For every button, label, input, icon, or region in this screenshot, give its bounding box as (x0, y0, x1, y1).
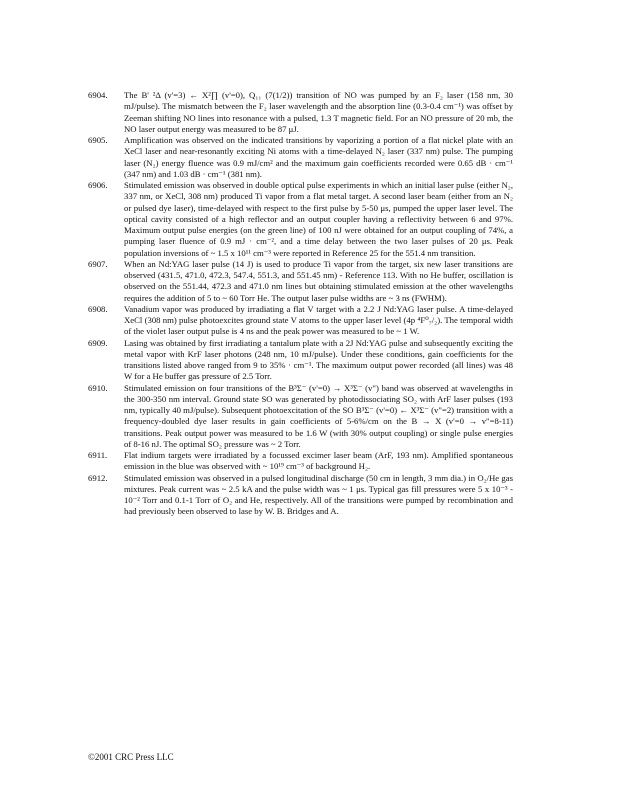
note-6909 (88, 338, 513, 383)
note-6904 (88, 90, 513, 135)
note-text: Stimulated emission was observed in a pulsed longitudinal discharge (50 cm in length, 3 mm dia.) in O₂/He gas mixtures. Peak current was ~ 2.5 kA and the pulse width was ~ 1 μs. Typical gas fill pressures were 5 x 10⁻³ - 10⁻² Torr and 0.1-1 Torr of O₂ and He, respectively. All of the transitions were pumped by recombination and had previously been observed to lase by W. B. Bridges and A. (124, 472, 513, 517)
note-number: 6905. (88, 135, 108, 145)
notes-list (88, 90, 513, 518)
note-number: 6906. (88, 180, 108, 190)
note-text: Flat indium targets were irradiated by a focussed excimer laser beam (ArF, 193 nm). Amplified spontaneous emission in the blue was observed with ~ 10¹⁹ cm⁻³ of background H₂. (124, 450, 513, 472)
note-number: 6910. (88, 382, 108, 393)
note-text: Vanadium vapor was produced by irradiating a flat V target with a 2.2 J Nd:YAG laser pulse. A time-delayed XeCl (308 nm) pulse photoexcites ground state V atoms to the upper laser level (4p ⁴F⁰₇/₂). The temporal width of the violet laser output pulse is 4 ns and the peak power was measured to be ~ 1 W. (124, 303, 513, 337)
note-6907 (88, 259, 513, 304)
note-number: 6911. (88, 450, 108, 460)
note-text: Lasing was obtained by first irradiating a tantalum plate with a 2J Nd:YAG pulse and subsequently exciting the metal vapor with KrF laser photons (248 nm, 10 mJ/pulse). Under these conditions, gain coefficients for the transitions listed above ranged from 9 to 35% · cm⁻¹. The maximum output power recorded (all lines) was 48 W for a He buffer gas pressure of 2.5 Torr. (124, 337, 513, 382)
note-text: When an Nd:YAG laser pulse (14 J) is used to produce Ti vapor from the target, six new laser transitions are observed (431.5, 471.0, 472.3, 547.4, 551.3, and 551.45 nm) - Reference 113. With no He buffer, oscillation is observed on the 551.44, 472.3 and 471.0 nm lines but obtaining stimulated emission at the other wavelengths requires the addition of 5 to ~ 60 Torr He. The output laser pulse widths are ~ 3 ns (FWHM). (124, 258, 513, 303)
note-number: 6912. (88, 472, 108, 483)
note-number: 6904. (88, 90, 108, 100)
note-6908 (88, 304, 513, 338)
note-text: The B' ²Δ (v'=3) ← X²∏ (v'=0), Q₁₁ (7(1/2)) transition of NO was pumped by an F₂ laser (158 nm, 30 mJ/pulse). The mismatch between the F₂ laser wavelength and the absorption line (0.3-0.4 cm⁻¹) was offset by Zeeman shifting NO lines into resonance with a pulsed, 1.3 T magnetic field. For an NO pressure of 20 mb, the NO laser output energy was measured to be 87 μJ. (124, 90, 513, 134)
note-number: 6909. (88, 337, 108, 348)
note-6911 (88, 450, 513, 473)
note-6912 (88, 473, 513, 518)
note-text: Amplification was observed on the indicated transitions by vaporizing a portion of a flat nickel plate with an XeCl laser and near-resonantly exciting Ni atoms with a time-delayed N₂ laser (337 nm) pulse. The pumping laser (N₂) energy fluence was 0.9 mJ/cm² and the maximum gain coefficients recorded were 0.65 dB · cm⁻¹ (347 nm) and 1.03 dB · cm⁻¹ (381 nm). (124, 135, 513, 179)
note-text: Stimulated emission on four transitions of the B³Σ⁻ (v'=0) → X³Σ⁻ (v") band was observed at wavelengths in the 300-350 nm interval. Ground state SO was generated by photodissociating SO₂ with ArF laser pulses (193 nm, typically 40 mJ/pulse). Subsequent photoexcitation of the SO B³Σ⁻ (v'=0) ← X³Σ⁻ (v"=2) transition with a frequency-doubled dye laser results in gain coefficients of 5-6%/cm on the B → X (v'=0 → v"=8-11) transitions. Peak output power was measured to be 1.6 W (with 30% output coupling) or single pulse energies of 8-16 nJ. The optimal SO₂ pressure was ~ 2 Torr. (124, 382, 513, 449)
note-number: 6907. (88, 258, 108, 269)
copyright-footer: ©2001 CRC Press LLC (88, 752, 174, 762)
note-text: Stimulated emission was observed in double optical pulse experiments in which an initial laser pulse (either N₂, 337 nm, or XeCl, 308 nm) produced Ti vapor from a flat metal target. A second laser beam (either from an N₂ or pulsed dye laser), time-delayed with respect to the first pulse by 5-50 μs, pumped the upper laser level. The optical cavity consisted of a high reflector and an output coupler having a reflectivity between 6 and 97%. Maximum output pulse energies (on the green line) of 100 nJ were obtained for an output coupling of 74%, a pumping laser fluence of 0.9 mJ · cm⁻², and a time delay between the two laser pulses of 20 μs. Peak population inversions of ~ 1.5 x 10¹¹ cm⁻³ were reported in Reference 25 for the 551.4 nm transition. (124, 180, 513, 258)
note-6905 (88, 135, 513, 180)
note-6906 (88, 180, 513, 259)
note-number: 6908. (88, 303, 108, 314)
note-6910 (88, 383, 513, 451)
